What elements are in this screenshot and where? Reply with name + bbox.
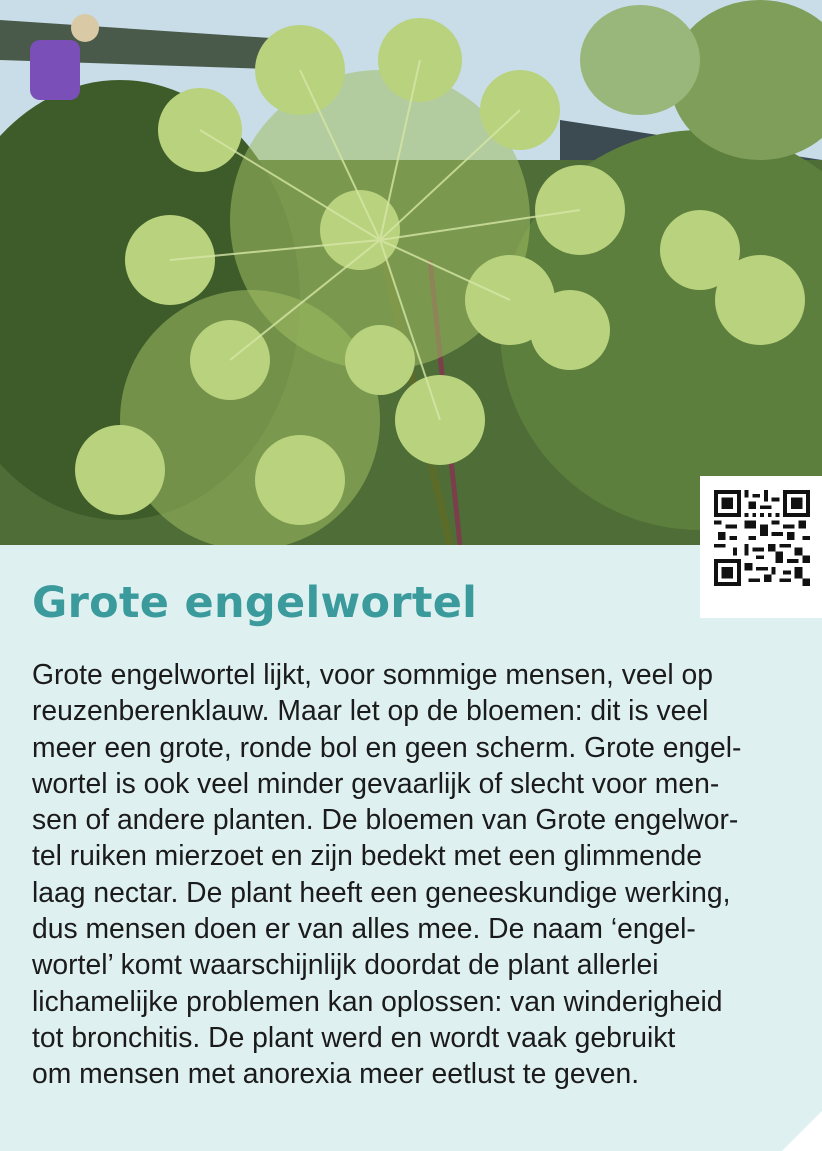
plant-photo bbox=[0, 0, 822, 545]
body-line: wortel is ook veel minder gevaarlijk of slecht voor men- bbox=[32, 766, 720, 799]
body-line: meer een grote, ronde bol en geen scherm. Grote engel- bbox=[32, 730, 742, 763]
body-line: laag nectar. De plant heeft een geneeskundige werking, bbox=[32, 875, 731, 908]
article-body bbox=[32, 656, 822, 1092]
article-title: Grote engelwortel bbox=[32, 578, 478, 628]
body-line: Grote engelwortel lijkt, voor sommige mensen, veel op bbox=[32, 658, 714, 690]
body-line: dus mensen doen er van alles mee. De naam ‘engel- bbox=[32, 912, 696, 945]
body-line: sen of andere planten. De bloemen van Grote engelwor- bbox=[32, 803, 739, 836]
body-line: om mensen met anorexia meer eetlust te geven. bbox=[32, 1057, 640, 1090]
body-line: tot bronchitis. De plant werd en wordt vaak gebruikt bbox=[32, 1020, 676, 1053]
body-line: reuzenberenklauw. Maar let op de bloemen: dit is veel bbox=[32, 694, 709, 727]
qr-code-icon[interactable] bbox=[700, 476, 822, 618]
body-line: tel ruiken mierzoet en zijn bedekt met een glimmende bbox=[32, 839, 703, 872]
body-line: wortel’ komt waarschijnlijk doordat de plant allerlei bbox=[32, 948, 659, 981]
body-line: lichamelijke problemen kan oplossen: van winderigheid bbox=[32, 984, 723, 1017]
page-corner-fold bbox=[782, 1111, 822, 1151]
